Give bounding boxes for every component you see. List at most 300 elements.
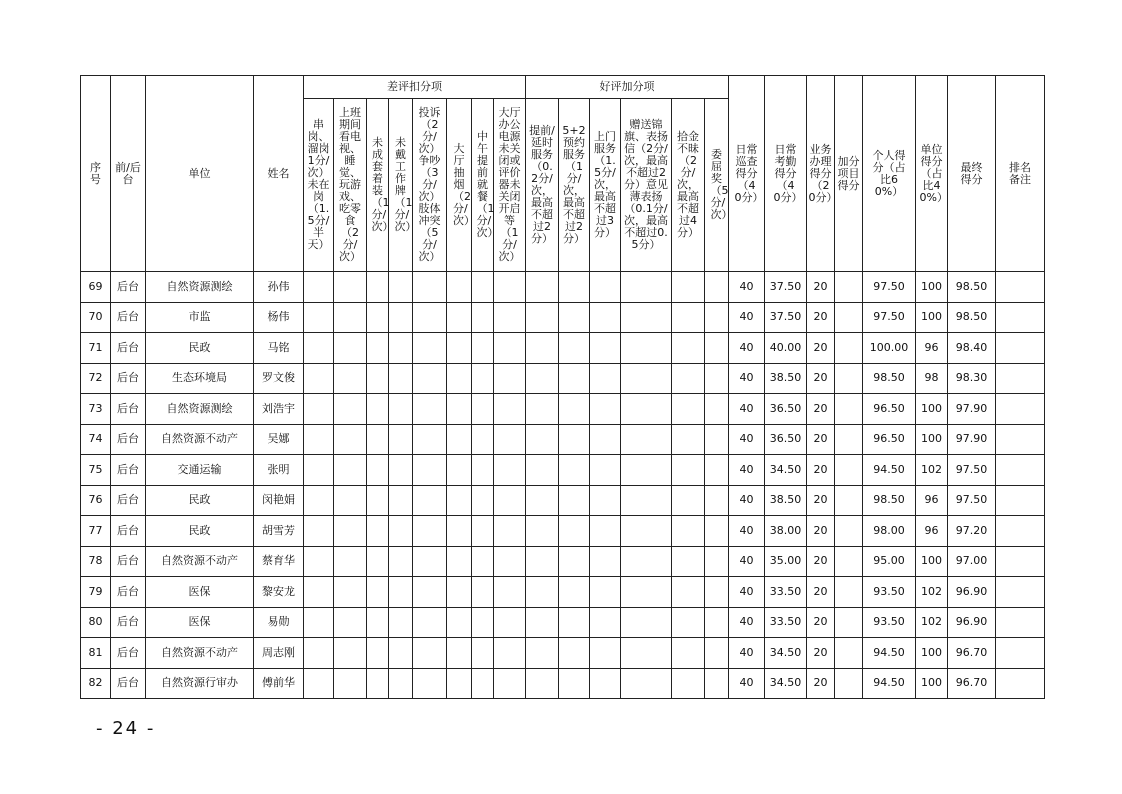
cell-empty: [447, 485, 472, 516]
cell-empty: [705, 607, 729, 638]
cell-side: 后台: [111, 638, 146, 669]
cell-empty: [389, 302, 413, 333]
cell-note: [996, 577, 1045, 608]
cell-empty: [472, 577, 494, 608]
cell-empty: [590, 668, 621, 699]
cell-empty: [389, 668, 413, 699]
cell-empty: [447, 668, 472, 699]
cell-extra: [835, 577, 863, 608]
table-header: [81, 76, 1045, 272]
cell-empty: [367, 638, 389, 669]
cell-empty: [672, 638, 705, 669]
cell-empty: [304, 638, 334, 669]
cell-empty: [526, 485, 559, 516]
cell-unit: 自然资源行审办: [146, 668, 254, 699]
cell-empty: [413, 424, 447, 455]
cell-no: 75: [81, 455, 111, 486]
header-unit-score: 单位得分（占比40%）: [916, 76, 948, 272]
cell-empty: [590, 516, 621, 547]
cell-empty: [705, 455, 729, 486]
cell-name: 马铭: [254, 333, 304, 364]
cell-empty: [621, 638, 672, 669]
cell-biz: 20: [807, 546, 835, 577]
cell-extra: [835, 638, 863, 669]
cell-unit: 自然资源测绘: [146, 272, 254, 303]
cell-empty: [621, 485, 672, 516]
cell-empty: [621, 394, 672, 425]
cell-empty: [334, 638, 367, 669]
cell-empty: [389, 516, 413, 547]
cell-empty: [447, 302, 472, 333]
cell-empty: [559, 394, 590, 425]
cell-name: 杨伟: [254, 302, 304, 333]
table-row: [81, 577, 1045, 608]
cell-empty: [590, 302, 621, 333]
cell-empty: [472, 546, 494, 577]
cell-biz: 20: [807, 638, 835, 669]
cell-empty: [672, 455, 705, 486]
cell-empty: [526, 607, 559, 638]
cell-empty: [413, 638, 447, 669]
cell-empty: [526, 363, 559, 394]
cell-final: 98.40: [948, 333, 996, 364]
cell-empty: [672, 485, 705, 516]
cell-empty: [389, 485, 413, 516]
cell-note: [996, 333, 1045, 364]
cell-final: 97.50: [948, 455, 996, 486]
cell-empty: [389, 424, 413, 455]
cell-empty: [367, 455, 389, 486]
cell-empty: [705, 302, 729, 333]
cell-empty: [413, 546, 447, 577]
cell-side: 后台: [111, 302, 146, 333]
cell-no: 78: [81, 546, 111, 577]
cell-empty: [621, 333, 672, 364]
cell-empty: [304, 363, 334, 394]
cell-biz: 20: [807, 577, 835, 608]
cell-side: 后台: [111, 272, 146, 303]
cell-biz: 20: [807, 363, 835, 394]
header-rank-note: 排名备注: [996, 76, 1045, 272]
cell-unit-score: 100: [916, 668, 948, 699]
cell-biz: 20: [807, 424, 835, 455]
score-table: [80, 75, 1045, 699]
table-row: [81, 546, 1045, 577]
cell-empty: [472, 516, 494, 547]
cell-side: 后台: [111, 577, 146, 608]
cell-empty: [447, 577, 472, 608]
table-row: [81, 485, 1045, 516]
cell-personal: 93.50: [863, 577, 916, 608]
cell-empty: [705, 668, 729, 699]
header-deduct-idle: 上班期间看电视、睡觉、玩游戏、吃零食（2分/次）: [334, 99, 367, 272]
cell-empty: [526, 424, 559, 455]
table-row: [81, 607, 1045, 638]
cell-extra: [835, 546, 863, 577]
cell-unit: 自然资源不动产: [146, 638, 254, 669]
cell-empty: [705, 424, 729, 455]
table-row: [81, 516, 1045, 547]
cell-empty: [559, 516, 590, 547]
cell-empty: [367, 333, 389, 364]
cell-empty: [389, 394, 413, 425]
cell-empty: [672, 577, 705, 608]
cell-final: 98.50: [948, 272, 996, 303]
cell-empty: [413, 607, 447, 638]
cell-empty: [334, 577, 367, 608]
cell-empty: [472, 485, 494, 516]
cell-empty: [447, 424, 472, 455]
cell-attend: 34.50: [765, 668, 807, 699]
cell-side: 后台: [111, 455, 146, 486]
cell-empty: [413, 455, 447, 486]
cell-personal: 100.00: [863, 333, 916, 364]
cell-biz: 20: [807, 668, 835, 699]
cell-empty: [621, 607, 672, 638]
header-bonus-grievance: 委屈奖（5分/次）: [705, 99, 729, 272]
cell-empty: [367, 668, 389, 699]
cell-empty: [621, 668, 672, 699]
cell-empty: [472, 272, 494, 303]
table-row: [81, 455, 1045, 486]
cell-no: 73: [81, 394, 111, 425]
cell-empty: [705, 363, 729, 394]
cell-empty: [590, 363, 621, 394]
cell-unit: 民政: [146, 485, 254, 516]
cell-empty: [526, 302, 559, 333]
cell-empty: [526, 333, 559, 364]
cell-empty: [559, 455, 590, 486]
cell-unit: 交通运输: [146, 455, 254, 486]
cell-no: 79: [81, 577, 111, 608]
cell-no: 71: [81, 333, 111, 364]
cell-final: 96.90: [948, 577, 996, 608]
cell-empty: [494, 424, 526, 455]
cell-unit-score: 100: [916, 546, 948, 577]
cell-empty: [367, 394, 389, 425]
table-body: [81, 272, 1045, 699]
header-deduct-early-lunch: 中午提前就餐（1分/次）: [472, 99, 494, 272]
cell-empty: [334, 668, 367, 699]
cell-empty: [447, 455, 472, 486]
cell-empty: [447, 394, 472, 425]
cell-personal: 95.00: [863, 546, 916, 577]
cell-empty: [705, 516, 729, 547]
cell-empty: [526, 516, 559, 547]
header-daily-patrol: 日常巡查得分（40分）: [729, 76, 765, 272]
cell-empty: [494, 333, 526, 364]
cell-personal: 98.50: [863, 485, 916, 516]
cell-extra: [835, 333, 863, 364]
header-bonus-appointment: 5+2预约服务（1分/次，最高不超过2分）: [559, 99, 590, 272]
cell-empty: [334, 607, 367, 638]
cell-empty: [494, 607, 526, 638]
cell-empty: [334, 485, 367, 516]
cell-unit-score: 102: [916, 577, 948, 608]
cell-attend: 37.50: [765, 272, 807, 303]
cell-empty: [621, 455, 672, 486]
cell-extra: [835, 455, 863, 486]
cell-empty: [472, 424, 494, 455]
cell-biz: 20: [807, 272, 835, 303]
cell-empty: [590, 272, 621, 303]
cell-name: 罗文俊: [254, 363, 304, 394]
cell-empty: [621, 577, 672, 608]
cell-empty: [559, 302, 590, 333]
cell-note: [996, 394, 1045, 425]
cell-empty: [367, 272, 389, 303]
cell-note: [996, 455, 1045, 486]
cell-empty: [672, 546, 705, 577]
cell-no: 76: [81, 485, 111, 516]
cell-empty: [367, 302, 389, 333]
cell-empty: [494, 516, 526, 547]
cell-final: 98.50: [948, 302, 996, 333]
cell-empty: [304, 424, 334, 455]
cell-empty: [413, 333, 447, 364]
cell-final: 98.30: [948, 363, 996, 394]
cell-empty: [367, 607, 389, 638]
cell-biz: 20: [807, 455, 835, 486]
cell-no: 77: [81, 516, 111, 547]
cell-unit-score: 96: [916, 516, 948, 547]
cell-empty: [590, 607, 621, 638]
cell-unit: 自然资源不动产: [146, 546, 254, 577]
header-bonus-onsite: 上门服务（1.5分/次，最高不超过3分）: [590, 99, 621, 272]
cell-extra: [835, 302, 863, 333]
cell-empty: [304, 302, 334, 333]
cell-final: 96.70: [948, 668, 996, 699]
cell-personal: 97.50: [863, 272, 916, 303]
cell-empty: [472, 668, 494, 699]
cell-empty: [334, 302, 367, 333]
cell-empty: [334, 363, 367, 394]
cell-no: 74: [81, 424, 111, 455]
cell-attend: 36.50: [765, 394, 807, 425]
cell-empty: [304, 272, 334, 303]
cell-patrol: 40: [729, 363, 765, 394]
cell-note: [996, 272, 1045, 303]
cell-empty: [334, 546, 367, 577]
cell-empty: [389, 607, 413, 638]
cell-empty: [494, 485, 526, 516]
cell-empty: [526, 638, 559, 669]
table-row: [81, 424, 1045, 455]
cell-empty: [705, 272, 729, 303]
cell-empty: [590, 485, 621, 516]
cell-attend: 37.50: [765, 302, 807, 333]
cell-name: 蔡育华: [254, 546, 304, 577]
table-row: [81, 302, 1045, 333]
cell-biz: 20: [807, 485, 835, 516]
cell-empty: [705, 638, 729, 669]
cell-patrol: 40: [729, 485, 765, 516]
cell-empty: [413, 516, 447, 547]
cell-empty: [559, 607, 590, 638]
cell-attend: 35.00: [765, 546, 807, 577]
cell-side: 后台: [111, 546, 146, 577]
cell-attend: 34.50: [765, 455, 807, 486]
cell-note: [996, 668, 1045, 699]
cell-empty: [304, 455, 334, 486]
cell-empty: [389, 363, 413, 394]
cell-empty: [472, 607, 494, 638]
cell-no: 69: [81, 272, 111, 303]
cell-attend: 38.50: [765, 485, 807, 516]
cell-name: 周志刚: [254, 638, 304, 669]
cell-note: [996, 302, 1045, 333]
cell-name: 傅前华: [254, 668, 304, 699]
cell-empty: [621, 302, 672, 333]
cell-note: [996, 638, 1045, 669]
cell-note: [996, 485, 1045, 516]
cell-patrol: 40: [729, 638, 765, 669]
cell-attend: 34.50: [765, 638, 807, 669]
cell-unit-score: 96: [916, 485, 948, 516]
cell-empty: [494, 455, 526, 486]
table-row: [81, 363, 1045, 394]
cell-empty: [559, 546, 590, 577]
cell-personal: 96.50: [863, 424, 916, 455]
cell-empty: [413, 577, 447, 608]
cell-empty: [526, 272, 559, 303]
cell-attend: 38.00: [765, 516, 807, 547]
cell-empty: [304, 394, 334, 425]
table-row: [81, 333, 1045, 364]
cell-note: [996, 546, 1045, 577]
cell-empty: [494, 638, 526, 669]
cell-unit: 生态环境局: [146, 363, 254, 394]
cell-empty: [672, 272, 705, 303]
cell-name: 黎安龙: [254, 577, 304, 608]
cell-final: 97.90: [948, 424, 996, 455]
cell-empty: [472, 333, 494, 364]
header-deduct-smoking: 大厅抽烟（2分/次）: [447, 99, 472, 272]
cell-personal: 97.50: [863, 302, 916, 333]
cell-empty: [494, 577, 526, 608]
header-bonus-extended: 提前/延时服务（0.2分/次，最高不超过2分）: [526, 99, 559, 272]
cell-empty: [304, 577, 334, 608]
cell-name: 吴娜: [254, 424, 304, 455]
cell-empty: [413, 363, 447, 394]
cell-extra: [835, 394, 863, 425]
cell-note: [996, 424, 1045, 455]
cell-side: 后台: [111, 668, 146, 699]
cell-unit-score: 96: [916, 333, 948, 364]
cell-unit-score: 100: [916, 638, 948, 669]
cell-unit-score: 100: [916, 302, 948, 333]
cell-empty: [559, 638, 590, 669]
cell-patrol: 40: [729, 272, 765, 303]
header-bonus-honesty: 拾金不昧（2分/次，最高不超过4分）: [672, 99, 705, 272]
cell-extra: [835, 424, 863, 455]
cell-empty: [304, 607, 334, 638]
cell-empty: [705, 485, 729, 516]
table-row: [81, 668, 1045, 699]
cell-empty: [705, 394, 729, 425]
header-deduct-power: 大厅办公电源未关闭或评价器未关闭开启等（1分/次）: [494, 99, 526, 272]
cell-unit-score: 102: [916, 607, 948, 638]
cell-patrol: 40: [729, 546, 765, 577]
cell-empty: [447, 546, 472, 577]
cell-side: 后台: [111, 485, 146, 516]
cell-empty: [705, 546, 729, 577]
header-bonus-group: 好评加分项: [526, 76, 729, 99]
cell-empty: [447, 638, 472, 669]
cell-extra: [835, 607, 863, 638]
cell-final: 97.90: [948, 394, 996, 425]
cell-extra: [835, 272, 863, 303]
cell-empty: [367, 485, 389, 516]
header-personal: 个人得分（占比60%）: [863, 76, 916, 272]
header-business: 业务办理得分（20分）: [807, 76, 835, 272]
cell-final: 96.90: [948, 607, 996, 638]
cell-unit: 医保: [146, 577, 254, 608]
cell-empty: [367, 516, 389, 547]
cell-no: 72: [81, 363, 111, 394]
cell-empty: [559, 333, 590, 364]
cell-name: 张明: [254, 455, 304, 486]
cell-extra: [835, 668, 863, 699]
cell-empty: [621, 424, 672, 455]
cell-unit: 自然资源测绘: [146, 394, 254, 425]
cell-empty: [304, 333, 334, 364]
cell-empty: [472, 302, 494, 333]
cell-empty: [705, 577, 729, 608]
cell-empty: [304, 668, 334, 699]
cell-empty: [447, 516, 472, 547]
cell-empty: [472, 363, 494, 394]
cell-empty: [494, 394, 526, 425]
cell-empty: [389, 455, 413, 486]
cell-empty: [413, 272, 447, 303]
cell-empty: [590, 546, 621, 577]
cell-empty: [621, 272, 672, 303]
cell-empty: [389, 638, 413, 669]
cell-empty: [590, 638, 621, 669]
cell-empty: [389, 272, 413, 303]
header-daily-attendance: 日常考勤得分（40分）: [765, 76, 807, 272]
cell-empty: [590, 394, 621, 425]
cell-empty: [472, 455, 494, 486]
cell-empty: [334, 516, 367, 547]
cell-unit-score: 100: [916, 424, 948, 455]
cell-empty: [559, 577, 590, 608]
cell-personal: 98.00: [863, 516, 916, 547]
cell-empty: [367, 546, 389, 577]
cell-empty: [389, 546, 413, 577]
cell-empty: [389, 577, 413, 608]
cell-empty: [334, 394, 367, 425]
cell-personal: 96.50: [863, 394, 916, 425]
cell-empty: [472, 638, 494, 669]
cell-empty: [304, 546, 334, 577]
cell-empty: [526, 394, 559, 425]
table-row: [81, 394, 1045, 425]
cell-empty: [494, 272, 526, 303]
cell-name: 孙伟: [254, 272, 304, 303]
cell-empty: [526, 455, 559, 486]
cell-empty: [447, 333, 472, 364]
cell-empty: [590, 577, 621, 608]
cell-side: 后台: [111, 363, 146, 394]
cell-empty: [526, 546, 559, 577]
header-final: 最终得分: [948, 76, 996, 272]
cell-empty: [304, 516, 334, 547]
cell-empty: [621, 546, 672, 577]
cell-empty: [559, 485, 590, 516]
cell-name: 易勋: [254, 607, 304, 638]
